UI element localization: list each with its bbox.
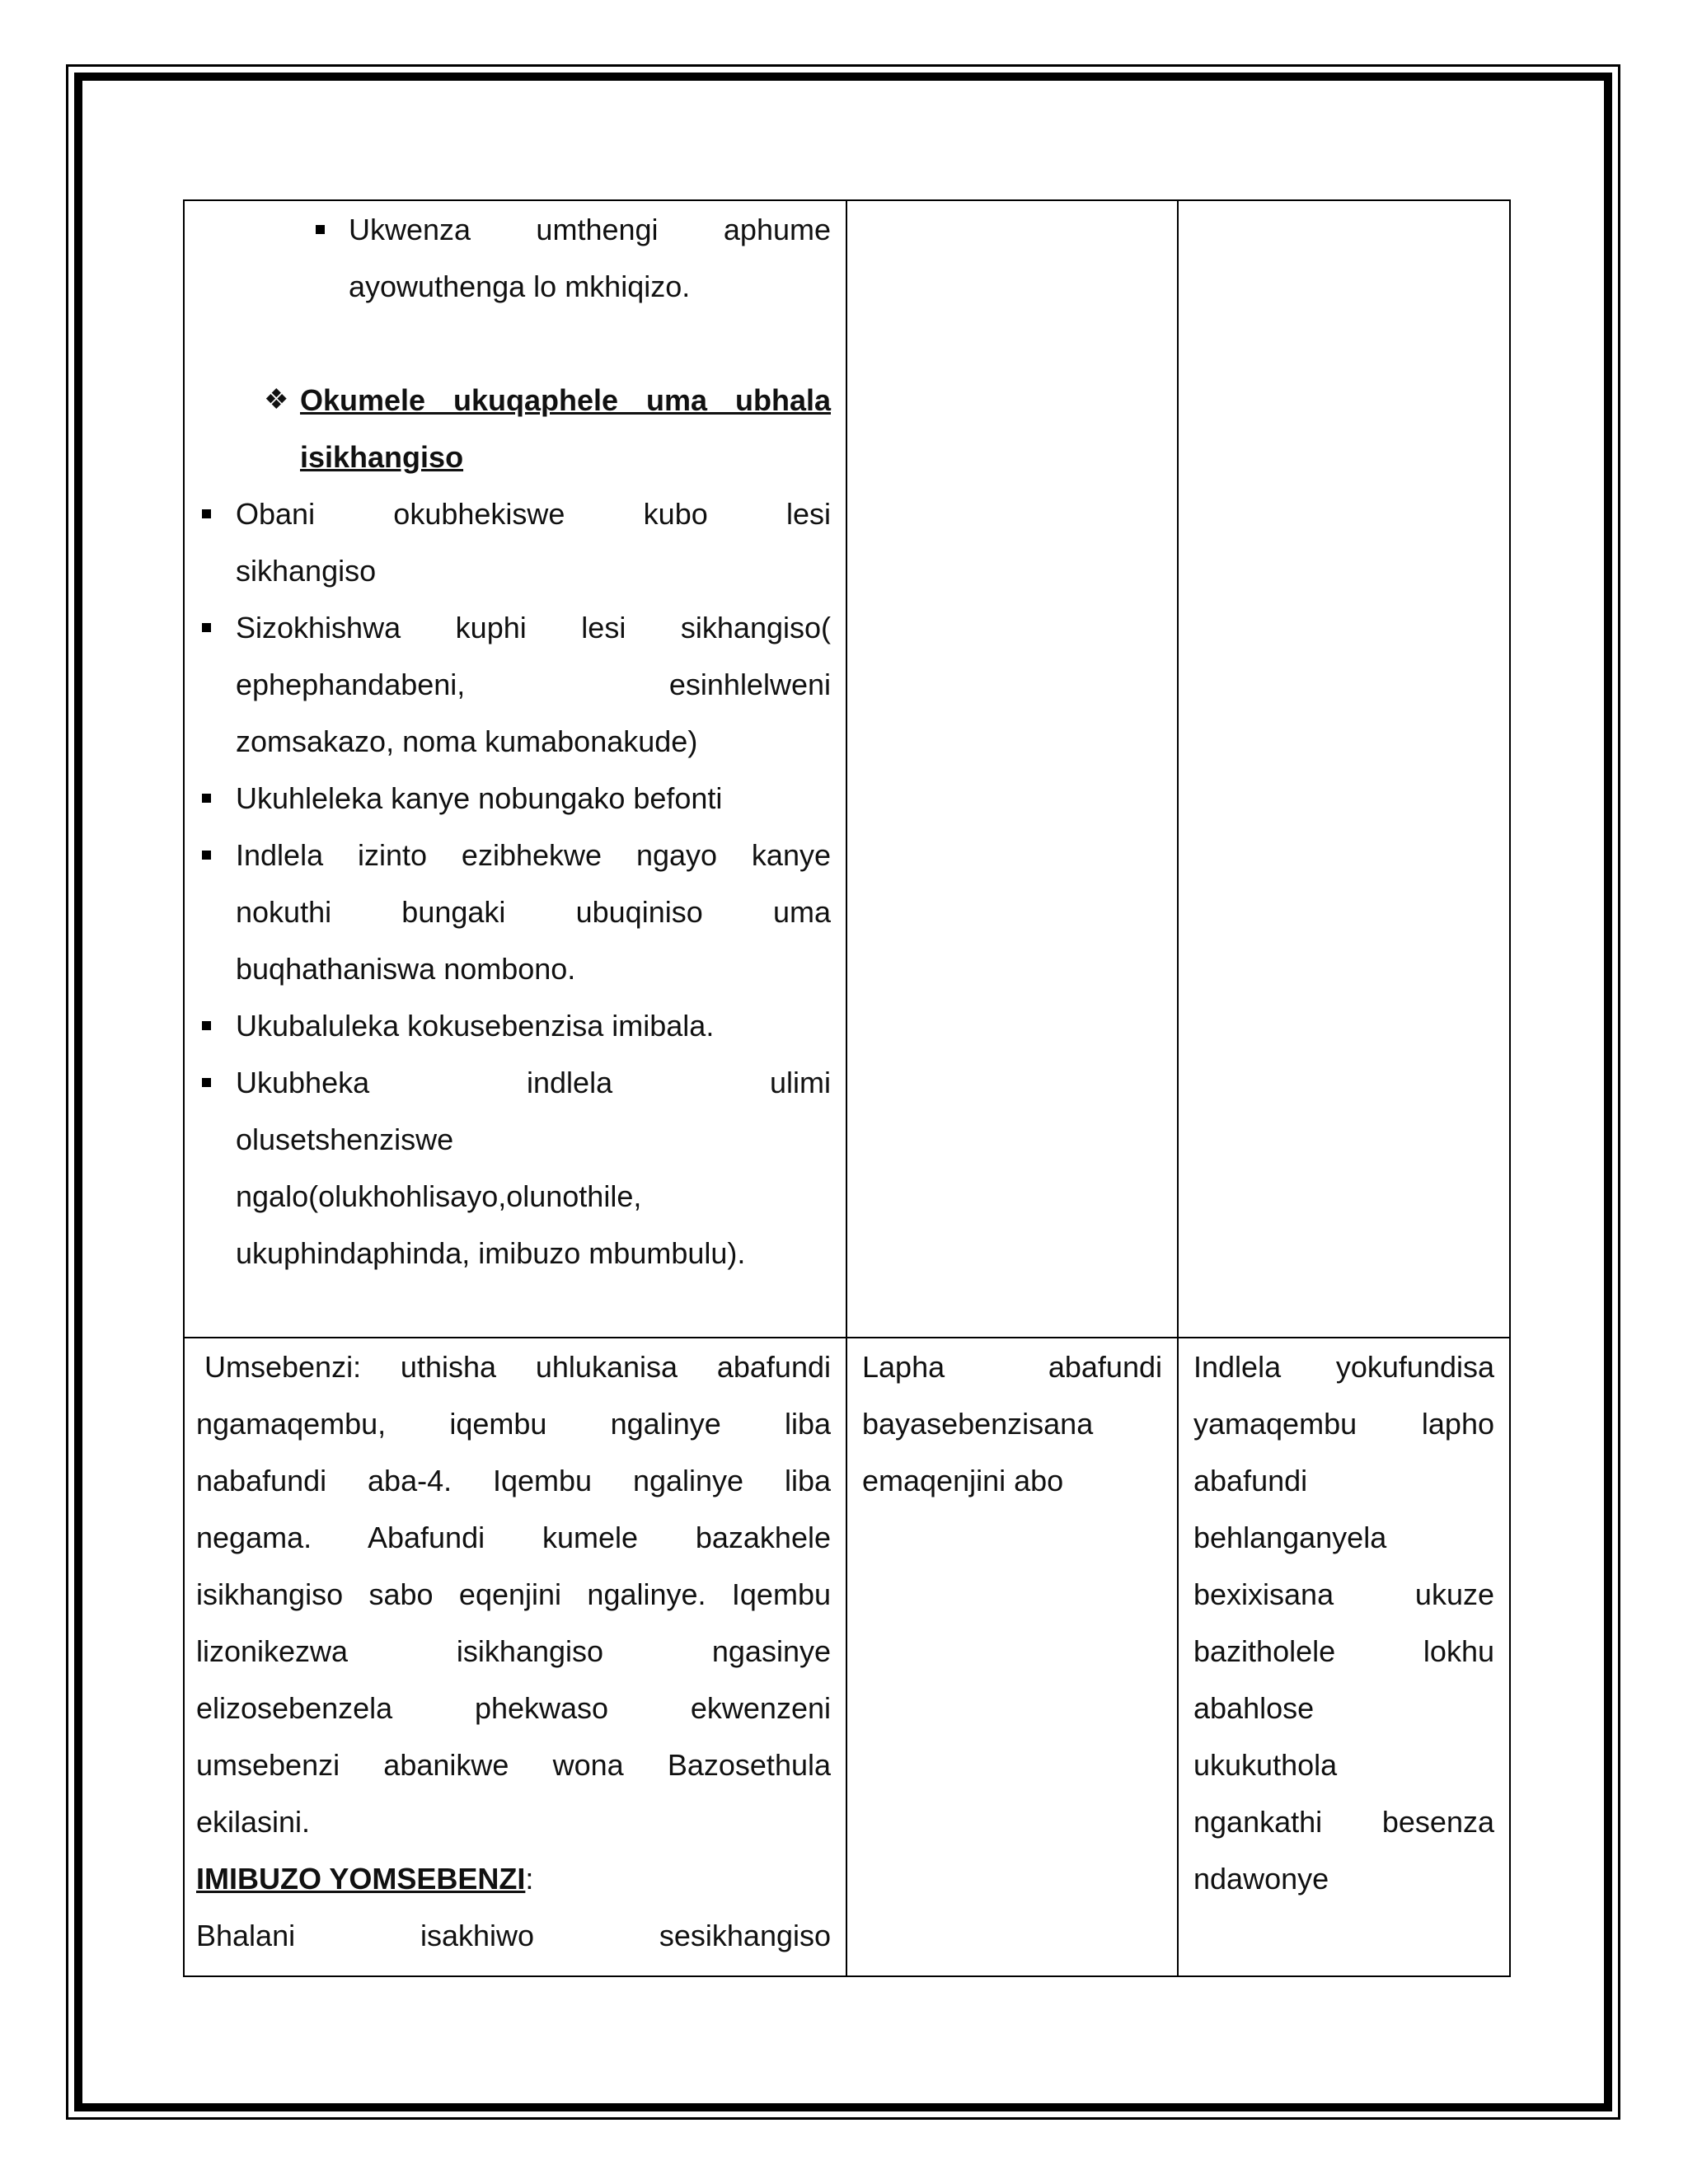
- list-item: [185, 997, 831, 1054]
- list-item: [185, 1054, 831, 1282]
- bullet-line: zomsakazo, noma kumabonakude): [236, 724, 698, 758]
- heading-line: isikhangiso: [300, 440, 464, 474]
- paragraph-line: ekilasini.: [196, 1805, 311, 1839]
- square-bullet-icon: [202, 623, 211, 632]
- square-bullet-icon: [316, 225, 325, 234]
- task-heading-colon: :: [525, 1862, 534, 1896]
- cell-line: abafundi: [1193, 1464, 1308, 1497]
- cell-line: Indlela yokufundisa: [1193, 1350, 1494, 1384]
- paragraph-line: isikhangiso sabo eqenjini ngalinye. Iqembu: [196, 1577, 831, 1611]
- section-heading: [199, 372, 831, 485]
- bullet-line: ayowuthenga lo mkhiqizo.: [349, 269, 691, 303]
- cell-line: emaqenjini abo: [862, 1464, 1064, 1497]
- diamond-bullet-icon: ❖: [264, 384, 289, 415]
- list-item: [199, 201, 831, 315]
- paragraph-line: elizosebenzela phekwaso ekwenzeni: [196, 1691, 831, 1725]
- activity-paragraph: [196, 1338, 831, 1850]
- cell-line: abahlose: [1193, 1691, 1315, 1725]
- cell-line: behlanganyela: [1193, 1521, 1387, 1554]
- bullet-line: Ukuhleleka kanye nobungako befonti: [236, 781, 723, 815]
- bullet-line: Sizokhishwa kuphi lesi sikhangiso(: [236, 611, 831, 644]
- paragraph-line: umsebenzi abanikwe wona Bazosethula: [196, 1748, 831, 1782]
- row1-col1-cell: [184, 200, 846, 1338]
- task-heading: [196, 1850, 831, 1907]
- row1-col3-cell: [1178, 200, 1510, 1338]
- list-item: [185, 485, 831, 599]
- cell-line: ukukuthola: [1193, 1748, 1338, 1782]
- list-item: [185, 827, 831, 997]
- row2-col1-cell: [184, 1338, 846, 1976]
- bullet-line: Obani okubhekiswe kubo lesi: [236, 497, 831, 531]
- paragraph-line: ngamaqembu, iqembu ngalinye liba: [196, 1407, 831, 1441]
- paragraph-line: nabafundi aba-4. Iqembu ngalinye liba: [196, 1464, 831, 1497]
- bullet-line: Indlela izinto ezibhekwe ngayo kanye: [236, 838, 831, 872]
- bullet-line: olusetshenziswe: [236, 1122, 454, 1156]
- sub-bullet-list: [199, 201, 831, 315]
- bullet-line: buqhathaniswa nombono.: [236, 952, 576, 986]
- bullet-line: nokuthi bungaki ubuqiniso uma: [236, 895, 831, 929]
- cell-line: ngankathi besenza: [1193, 1805, 1494, 1839]
- list-item: [185, 770, 831, 827]
- bullet-list: [185, 485, 831, 1282]
- bullet-line: ukuphindaphinda, imibuzo mbumbulu).: [236, 1236, 746, 1270]
- paragraph-line: lizonikezwa isikhangiso ngasinye: [196, 1634, 831, 1668]
- cell-line: bexixisana ukuze: [1193, 1577, 1494, 1611]
- bullet-line: Ukubaluleka kokusebenzisa imibala.: [236, 1009, 715, 1043]
- square-bullet-icon: [202, 1021, 211, 1030]
- list-item: [185, 599, 831, 770]
- bullet-line: ngalo(olukhohlisayo,olunothile,: [236, 1179, 642, 1213]
- cell-line: ndawonye: [1193, 1862, 1329, 1896]
- bullet-line: ephephandabeni, esinhlelweni: [236, 668, 831, 701]
- square-bullet-icon: [202, 794, 211, 803]
- square-bullet-icon: [202, 851, 211, 860]
- table-row: [184, 1338, 1510, 1976]
- bullet-line: Ukwenza umthengi aphume: [349, 213, 831, 246]
- square-bullet-icon: [202, 1078, 211, 1087]
- lesson-table: [183, 199, 1511, 1977]
- cell-line: bazitholele lokhu: [1193, 1634, 1494, 1668]
- row2-col2-cell: [846, 1338, 1178, 1976]
- cell-line: Lapha abafundi: [862, 1350, 1162, 1384]
- cell-line: yamaqembu lapho: [1193, 1407, 1494, 1441]
- row2-col3-cell: [1178, 1338, 1510, 1976]
- square-bullet-icon: [202, 509, 211, 518]
- paragraph-line: negama. Abafundi kumele bazakhele: [196, 1521, 831, 1554]
- task-heading-text: IMIBUZO YOMSEBENZI: [196, 1862, 526, 1896]
- bullet-line: sikhangiso: [236, 554, 377, 588]
- cell-line: bayasebenzisana: [862, 1407, 1094, 1441]
- bullet-line: Ukubheka indlela ulimi: [236, 1066, 831, 1099]
- task-line: Bhalani isakhiwo sesikhangiso: [196, 1919, 831, 1952]
- heading-line: Okumele ukuqaphele uma ubhala: [300, 383, 831, 417]
- row1-col2-cell: [846, 200, 1178, 1338]
- table-row: [184, 200, 1510, 1338]
- paragraph-line: Umsebenzi: uthisha uhlukanisa abafundi: [204, 1350, 831, 1384]
